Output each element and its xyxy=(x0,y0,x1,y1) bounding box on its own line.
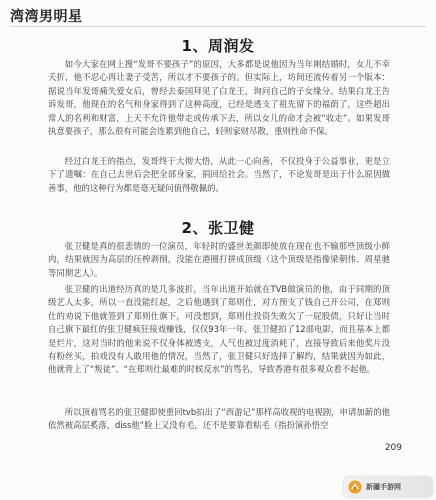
page-number: 209 xyxy=(384,443,402,453)
site-logo-icon xyxy=(348,480,362,494)
section-heading-zhang-weijian: 2、张卫健 xyxy=(181,219,255,237)
site-watermark[interactable] xyxy=(344,477,432,497)
section-heading-zhou-runfa: 1、周润发 xyxy=(181,37,255,55)
paragraph: 经过白龙王的指点，发哥终于大彻大悟，从此一心向善，不仅投身于公益事业，更是立下了遗嘱：在自己去世后会把全部身家，捐回给社会。当然了，不论发哥是出于什么原因做善事，他的这种行为都是毫无疑问值得敬佩的。 xyxy=(48,156,390,193)
paragraph: 所以顶着骂名的张卫健即使重回tvb拍出了“西游记”那样高收视的电视剧，申请加薪的他依然被高层奚落，diss他“脸上又没有毛，还不是要靠看粘毛（指扮演孙悟空 xyxy=(48,407,390,431)
paragraph: 张卫健的出道经历真的是几多波折，当年出道开始就在TVB做演员的他，由于同期的顶级艺人太多，所以一直没能红起，之后他遇到了郑则仕，对方预支了钱自己开公司，在郑则仕的劝说下他就签到了郑则仕旗下，可没想到，郑则仕投资失败欠了一屁股债，只好让当时自己旗下最红的张卫健疯狂接戏赚钱，仅仅93年一年，张卫健拍了12部电影，而且基本上都是烂片，这对当时的他来说不仅身体被透支，人气也被过度消耗了，直接导致后来他奖片没有粉丝买，拍戏没有人敢用他的情况，当然了，张卫健只好选择了解约，结果就因为如此，他就背上了“叛徒”、“在郑则仕最难的时候反水”的骂名，导致香港有很多观众看不起他。 xyxy=(48,284,390,375)
page-header-title: 湾湾男明星 xyxy=(10,9,83,25)
paragraph: 如今大家在网上搜“发哥不要孩子”的原因，大多都是说他因为当年刚结婚时，女儿不幸夭折，他不忍心再让妻子受苦，所以才不要孩子的。但实际上，坊间还流传着另一个版本：据说当年发哥痛失爱女后，曾经去泰国拜见了白龙王，询问自己的子女缘分。结果白龙王告诉发哥，他现在的名气和身家得到了这种高度，已经是透支了祖先留下的福荫了，这些超出常人的名利和财富，上天不允许他带走或传承下去，所以女儿的命才会被“收走”。如果发哥执意要孩子，那么很有可能会连累到他自己，轻则家财尽散，重则性命不保。 xyxy=(48,59,390,137)
paragraph: 张卫健是真的很悲情的一位演员，年轻时的盛世美颜即使放在现在也不输那些顶级小鲜肉，结果就因为高层的压榨剥削，没能在港圈打拼成顶级（这个顶级是指像梁朝伟、周星驰等同期艺人）。 xyxy=(48,241,390,278)
header-divider xyxy=(10,26,426,27)
watermark-text: 新疆手游网 xyxy=(366,483,401,491)
